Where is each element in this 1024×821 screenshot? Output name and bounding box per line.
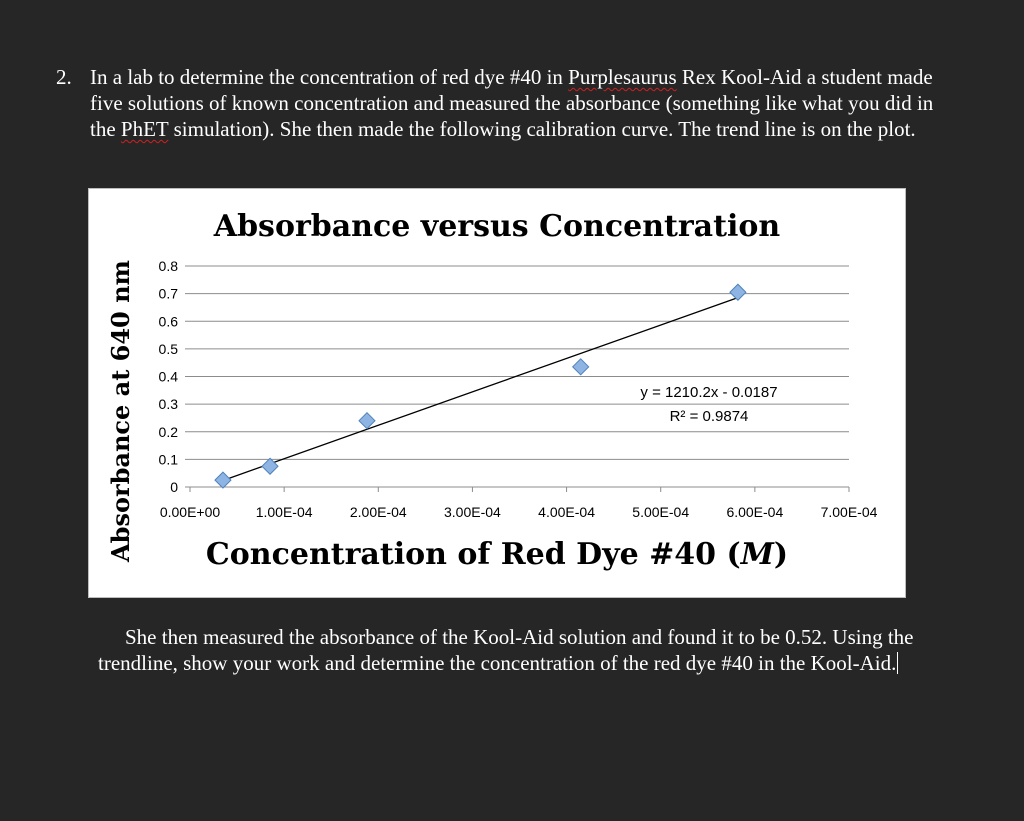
y-tick-label-4: 0.4 <box>158 368 178 385</box>
x-tick-label-3: 3.00E-04 <box>444 504 501 520</box>
question-segment-2: Rex Kool-Aid a student made five solutions of known concentration and measured the absorbance (something like what you did in the <box>90 65 934 141</box>
x-axis-title-unit: M <box>740 537 774 572</box>
x-tick-label-0: 0.00E+00 <box>159 504 221 520</box>
chart-title: Absorbance versus Concentration <box>213 209 781 244</box>
y-tick-label-6: 0.6 <box>158 313 178 330</box>
x-tick-label-7: 7.00E-04 <box>820 504 878 520</box>
y-tick-label-0: 0 <box>170 479 178 495</box>
y-tick-labels <box>159 258 179 495</box>
x-tick-label-5: 5.00E-04 <box>632 504 690 520</box>
chart-svg <box>89 189 905 597</box>
y-tick-label-7: 0.7 <box>158 285 178 302</box>
x-tick-label-6: 6.00E-04 <box>726 504 784 520</box>
y-tick-label-8: 0.8 <box>158 258 178 274</box>
grid-lines <box>190 266 849 459</box>
y-axis-title: Absorbance at 640 nm <box>106 260 135 562</box>
x-tick-label-2: 2.00E-04 <box>349 504 407 520</box>
x-tick-labels <box>160 504 878 520</box>
x-axis-title <box>206 537 788 572</box>
data-point-2 <box>262 458 278 474</box>
x-axis-title-close: ) <box>773 537 789 572</box>
spellcheck-word-phet: PhET <box>120 117 169 141</box>
x-tick-label-1: 1.00E-04 <box>255 504 313 520</box>
question-text <box>56 64 956 142</box>
y-tick-label-3: 0.3 <box>158 396 178 413</box>
x-axis-title-text: Concentration of Red Dye #40 ( <box>205 537 741 572</box>
y-tick-label-1: 0.1 <box>158 451 178 468</box>
question-number: 2. <box>56 65 72 89</box>
data-point-3 <box>359 413 375 429</box>
spellcheck-word-purplesaurus: Purplesaurus <box>568 65 677 89</box>
r-squared-label: R² = 0.9874 <box>669 408 749 425</box>
data-point-4 <box>573 359 589 375</box>
calibration-chart <box>88 188 906 598</box>
question-body <box>90 64 956 142</box>
trendline-equation: y = 1210.2x - 0.0187 <box>640 384 778 401</box>
followup-question[interactable] <box>98 624 978 676</box>
data-point-5 <box>730 284 746 300</box>
data-point-1 <box>215 472 231 488</box>
followup-text: She then measured the absorbance of the Kool-Aid solution and found it to be 0.52. Using the trendline, show your work and determine the concentration of the red dye #40 in the Kool-Aid. <box>98 625 914 675</box>
x-tick-label-4: 4.00E-04 <box>538 504 595 520</box>
question-segment-1: In a lab to determine the concentration of red dye #40 in <box>90 65 569 89</box>
text-cursor <box>897 652 898 674</box>
question-segment-3: simulation). She then made the following calibration curve. The trend line is on the plot. <box>168 117 916 141</box>
y-tick-label-2: 0.2 <box>158 423 178 440</box>
y-tick-label-5: 0.5 <box>158 340 178 357</box>
